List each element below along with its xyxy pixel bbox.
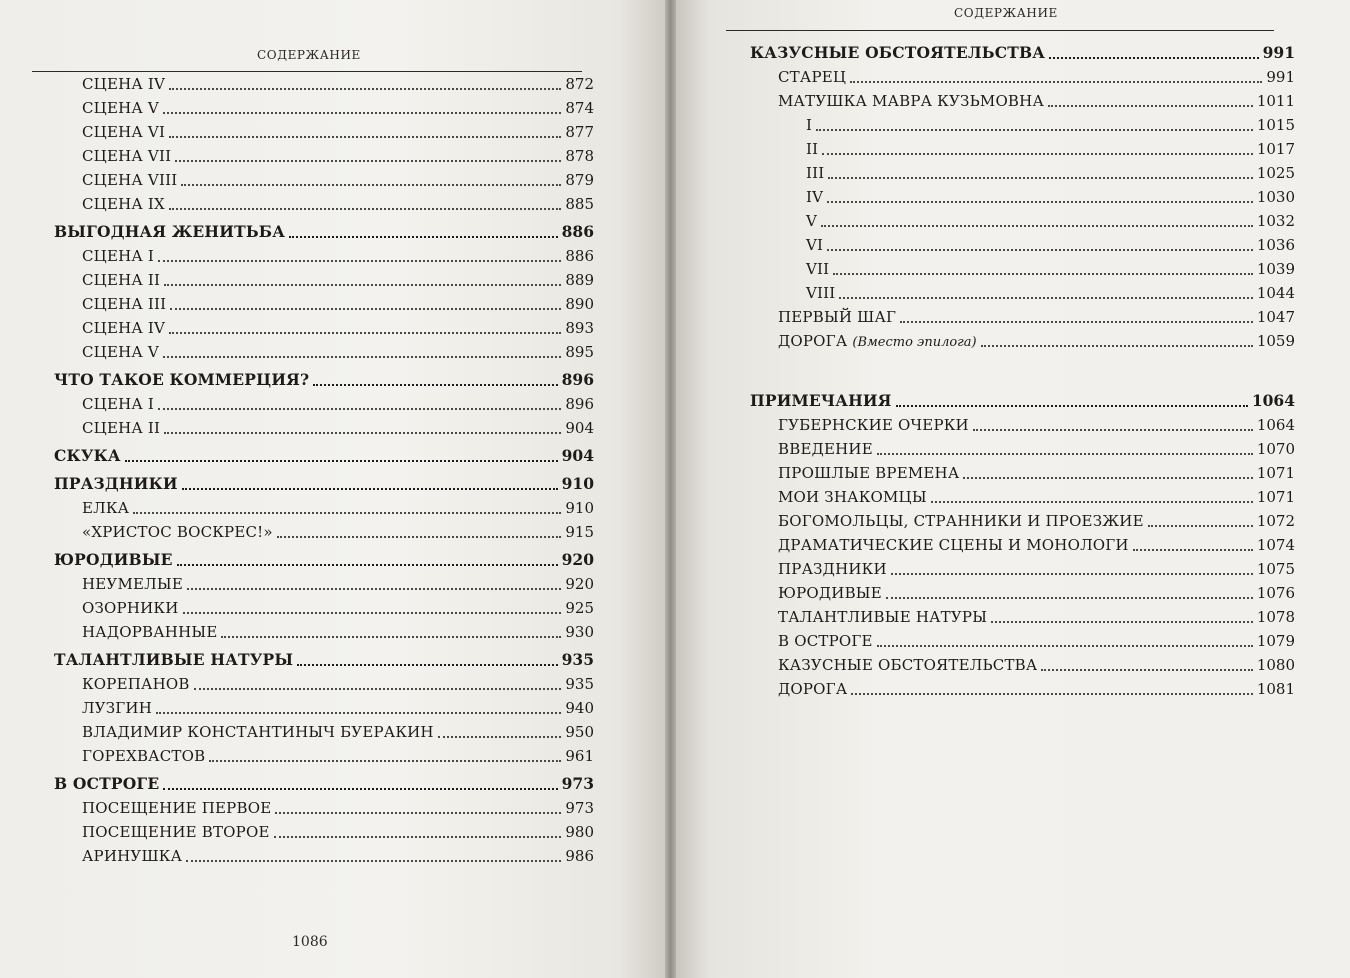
toc-entry xyxy=(750,233,1295,257)
toc-entry xyxy=(54,520,594,544)
toc-entry xyxy=(54,696,594,720)
toc-entry-page-number: 1074 xyxy=(1256,536,1295,554)
dot-leader xyxy=(164,283,561,286)
dot-leader xyxy=(187,587,561,590)
toc-entry-title: VI xyxy=(806,236,824,254)
toc-entry-page-number: 1017 xyxy=(1256,140,1295,158)
toc-entry xyxy=(54,744,594,768)
toc-entry xyxy=(54,620,594,644)
toc-entry-title: VIII xyxy=(806,284,836,302)
toc-entry-page-number: 1044 xyxy=(1256,284,1295,302)
toc-entry-title: НАДОРВАННЫЕ xyxy=(82,623,218,641)
toc-entry-title: ДОРОГА xyxy=(778,332,848,350)
toc-entry-page-number: 973 xyxy=(565,799,594,817)
dot-leader xyxy=(1049,56,1259,59)
book-gutter xyxy=(665,0,676,978)
toc-entry-title: В ОСТРОГЕ xyxy=(778,632,873,650)
toc-entry-page-number: 879 xyxy=(565,171,594,189)
dot-leader xyxy=(839,296,1252,299)
toc-entry-title: СЦЕНА VII xyxy=(82,147,172,165)
toc-entry-page-number: 893 xyxy=(565,319,594,337)
toc-section-entry xyxy=(54,648,594,672)
toc-entry-title: III xyxy=(806,164,825,182)
dot-leader xyxy=(891,572,1253,575)
toc-entry xyxy=(54,292,594,316)
toc-entry-page-number: 1071 xyxy=(1256,464,1295,482)
dot-leader xyxy=(209,759,561,762)
toc-entry-title: ТАЛАНТЛИВЫЕ НАТУРЫ xyxy=(778,608,988,626)
toc-entry-page-number: 973 xyxy=(561,774,594,793)
toc-entry-page-number: 986 xyxy=(565,847,594,865)
toc-entry-title: VII xyxy=(806,260,830,278)
toc-entry xyxy=(750,305,1295,329)
toc-entry xyxy=(54,496,594,520)
dot-leader xyxy=(886,596,1253,599)
toc-entry-page-number: 1080 xyxy=(1256,656,1295,674)
left-page xyxy=(0,0,665,978)
toc-entry-page-number: 895 xyxy=(565,343,594,361)
toc-section-entry xyxy=(54,548,594,572)
toc-entry-page-number: 1072 xyxy=(1256,512,1295,530)
toc-entry-title: СЦЕНА III xyxy=(82,295,167,313)
toc-section-entry xyxy=(54,472,594,496)
toc-entry-page-number: 950 xyxy=(565,723,594,741)
dot-leader xyxy=(163,787,557,790)
dot-leader xyxy=(289,235,558,238)
dot-leader xyxy=(181,183,561,186)
toc-entry-page-number: 930 xyxy=(565,623,594,641)
toc-entry-title: ПРАЗДНИКИ xyxy=(54,474,178,493)
dot-leader xyxy=(158,259,561,262)
toc-entry xyxy=(54,392,594,416)
dot-leader xyxy=(1041,668,1252,671)
toc-entry-title: СЦЕНА II xyxy=(82,271,161,289)
toc-entry-page-number: 910 xyxy=(565,499,594,517)
toc-entry-page-number: 885 xyxy=(565,195,594,213)
toc-entry xyxy=(54,316,594,340)
dot-leader xyxy=(833,272,1253,275)
toc-entry-page-number: 1081 xyxy=(1256,680,1295,698)
toc-entry-title: ГОРЕХВАСТОВ xyxy=(82,747,206,765)
dot-leader xyxy=(164,431,561,434)
toc-entry-title: «ХРИСТОС ВОСКРЕС!» xyxy=(82,523,273,541)
dot-leader xyxy=(169,87,561,90)
dot-leader xyxy=(186,859,561,862)
toc-entry-title: ДРАМАТИЧЕСКИЕ СЦЕНЫ И МОНОЛОГИ xyxy=(778,536,1129,554)
toc-section-entry xyxy=(54,444,594,468)
toc-entry-page-number: 878 xyxy=(565,147,594,165)
toc-entry-page-number: 915 xyxy=(565,523,594,541)
toc-entry-page-number: 925 xyxy=(565,599,594,617)
toc-entry-page-number: 980 xyxy=(565,823,594,841)
toc-entry-page-number: 1064 xyxy=(1251,391,1295,410)
toc-entry-title: ГУБЕРНСКИЕ ОЧЕРКИ xyxy=(778,416,969,434)
dot-leader xyxy=(275,811,561,814)
dot-leader xyxy=(827,200,1253,203)
toc-entry xyxy=(54,844,594,868)
toc-entry-page-number: 874 xyxy=(565,99,594,117)
toc-entry xyxy=(750,89,1295,113)
toc-entry-note: (Вместо эпилога) xyxy=(852,335,977,350)
toc-entry xyxy=(54,672,594,696)
toc-entry xyxy=(54,120,594,144)
toc-entry-page-number: 935 xyxy=(565,675,594,693)
toc-entry-title: II xyxy=(806,140,819,158)
toc-entry-page-number: 872 xyxy=(565,75,594,93)
dot-leader xyxy=(169,135,561,138)
dot-leader xyxy=(1048,104,1253,107)
toc-entry-title: СТАРЕЦ xyxy=(778,68,847,86)
toc-entry-page-number: 1039 xyxy=(1256,260,1295,278)
toc-entry-title: СЦЕНА V xyxy=(82,343,159,361)
dot-leader xyxy=(828,176,1252,179)
toc-section-entry xyxy=(54,368,594,392)
dot-leader xyxy=(158,407,561,410)
toc-entry-title: IV xyxy=(806,188,824,206)
toc-entry xyxy=(54,72,594,96)
toc-entry xyxy=(750,533,1295,557)
toc-entry-title: СКУКА xyxy=(54,446,121,465)
toc-entry-page-number: 1076 xyxy=(1256,584,1295,602)
dot-leader xyxy=(297,663,557,666)
toc-entry xyxy=(54,96,594,120)
toc-entry-title: ПРОШЛЫЕ ВРЕМЕНА xyxy=(778,464,960,482)
dot-leader xyxy=(1148,524,1253,527)
dot-leader xyxy=(438,735,562,738)
dot-leader xyxy=(221,635,561,638)
toc-section-entry xyxy=(750,389,1295,413)
toc-entry-title: СЦЕНА II xyxy=(82,419,161,437)
toc-entry-title: КОРЕПАНОВ xyxy=(82,675,190,693)
toc-entry-title: СЦЕНА VIII xyxy=(82,171,178,189)
toc-section-entry xyxy=(54,220,594,244)
dot-leader xyxy=(822,152,1253,155)
toc-entry-page-number: 920 xyxy=(561,550,594,569)
toc-entry xyxy=(750,677,1295,701)
toc-entry-page-number: 886 xyxy=(561,222,594,241)
toc-entry-title: ВВЕДЕНИЕ xyxy=(778,440,873,458)
dot-leader xyxy=(183,611,562,614)
toc-entry-page-number: 1030 xyxy=(1256,188,1295,206)
dot-leader xyxy=(850,80,1262,83)
dot-leader xyxy=(981,344,1253,347)
running-head: СОДЕРЖАНИЕ xyxy=(954,6,1058,20)
toc-entry xyxy=(750,161,1295,185)
toc-entry-title: I xyxy=(806,116,813,134)
toc-entry xyxy=(54,820,594,844)
toc-section-entry xyxy=(750,41,1295,65)
toc-entry xyxy=(750,557,1295,581)
toc-entry-title: СЦЕНА VI xyxy=(82,123,166,141)
dot-leader xyxy=(991,620,1253,623)
toc-entry xyxy=(750,329,1295,353)
toc-entry xyxy=(750,185,1295,209)
toc-entry-page-number: 904 xyxy=(561,446,594,465)
toc-entry-title: СЦЕНА IV xyxy=(82,319,166,337)
toc-entry xyxy=(750,461,1295,485)
toc-entry-title: ЛУЗГИН xyxy=(82,699,152,717)
toc-entry-page-number: 920 xyxy=(565,575,594,593)
toc-entry-page-number: 961 xyxy=(565,747,594,765)
dot-leader xyxy=(877,452,1253,455)
toc-entry xyxy=(54,192,594,216)
toc-entry-title: V xyxy=(806,212,818,230)
dot-leader xyxy=(816,128,1253,131)
toc-entry-title: ЕЛКА xyxy=(82,499,130,517)
toc-entry xyxy=(750,113,1295,137)
toc-entry xyxy=(750,257,1295,281)
toc-entry xyxy=(750,437,1295,461)
toc-entry-title: СЦЕНА V xyxy=(82,99,159,117)
toc-entry-title: СЦЕНА IX xyxy=(82,195,165,213)
toc-entry-title: ПЕРВЫЙ ШАГ xyxy=(778,308,897,326)
toc-entry-title: ОЗОРНИКИ xyxy=(82,599,179,617)
toc-entry-title: АРИНУШКА xyxy=(82,847,183,865)
toc-entry-title: ЮРОДИВЫЕ xyxy=(778,584,882,602)
toc-list xyxy=(54,72,594,868)
toc-entry-page-number: 890 xyxy=(565,295,594,313)
page-number: 1086 xyxy=(292,934,328,950)
toc-entry-page-number: 1075 xyxy=(1256,560,1295,578)
toc-entry-title: ВЛАДИМИР КОНСТАНТИНЫЧ БУЕРАКИН xyxy=(82,723,434,741)
toc-entry-title: СЦЕНА IV xyxy=(82,75,166,93)
toc-entry-title: ПОСЕЩЕНИЕ ПЕРВОЕ xyxy=(82,799,272,817)
toc-entry-title: БОГОМОЛЬЦЫ, СТРАННИКИ И ПРОЕЗЖИЕ xyxy=(778,512,1144,530)
toc-entry-page-number: 1011 xyxy=(1256,92,1295,110)
toc-entry-title: ЮРОДИВЫЕ xyxy=(54,550,173,569)
toc-entry-page-number: 1047 xyxy=(1256,308,1295,326)
toc-entry xyxy=(54,144,594,168)
dot-leader xyxy=(156,711,561,714)
dot-leader xyxy=(900,320,1253,323)
toc-entry-page-number: 991 xyxy=(1262,43,1295,62)
toc-entry-title: КАЗУСНЫЕ ОБСТОЯТЕЛЬСТВА xyxy=(750,43,1046,62)
toc-entry-page-number: 935 xyxy=(561,650,594,669)
toc-entry xyxy=(54,596,594,620)
toc-entry xyxy=(750,581,1295,605)
running-head: СОДЕРЖАНИЕ xyxy=(257,48,361,62)
dot-leader xyxy=(163,355,561,358)
toc-entry-page-number: 1078 xyxy=(1256,608,1295,626)
toc-entry xyxy=(54,796,594,820)
dot-leader xyxy=(973,428,1253,431)
toc-entry xyxy=(54,268,594,292)
toc-entry xyxy=(54,244,594,268)
toc-entry xyxy=(54,416,594,440)
toc-entry-title: СЦЕНА I xyxy=(82,395,155,413)
dot-leader xyxy=(821,224,1253,227)
toc-entry-page-number: 896 xyxy=(561,370,594,389)
dot-leader xyxy=(175,159,561,162)
toc-entry-page-number: 1032 xyxy=(1256,212,1295,230)
dot-leader xyxy=(163,111,561,114)
toc-entry-page-number: 1036 xyxy=(1256,236,1295,254)
toc-entry-title: В ОСТРОГЕ xyxy=(54,774,160,793)
dot-leader xyxy=(896,404,1248,407)
toc-entry-page-number: 1064 xyxy=(1256,416,1295,434)
toc-entry-page-number: 889 xyxy=(565,271,594,289)
toc-entry xyxy=(750,281,1295,305)
toc-entry-page-number: 896 xyxy=(565,395,594,413)
toc-entry xyxy=(750,509,1295,533)
toc-entry-title: ПРИМЕЧАНИЯ xyxy=(750,391,892,410)
toc-entry-title: ПРАЗДНИКИ xyxy=(778,560,887,578)
right-page xyxy=(676,0,1350,978)
dot-leader xyxy=(313,383,557,386)
toc-entry-page-number: 1071 xyxy=(1256,488,1295,506)
toc-entry xyxy=(750,209,1295,233)
dot-leader xyxy=(274,835,562,838)
toc-entry xyxy=(750,413,1295,437)
toc-entry xyxy=(750,653,1295,677)
toc-entry-title: МАТУШКА МАВРА КУЗЬМОВНА xyxy=(778,92,1045,110)
toc-entry xyxy=(54,168,594,192)
toc-entry-title: ЧТО ТАКОЕ КОММЕРЦИЯ? xyxy=(54,370,310,389)
dot-leader xyxy=(963,476,1252,479)
toc-entry xyxy=(54,340,594,364)
toc-entry-page-number: 1079 xyxy=(1256,632,1295,650)
toc-entry-page-number: 1059 xyxy=(1256,332,1295,350)
toc-list xyxy=(750,37,1295,701)
toc-entry-page-number: 1025 xyxy=(1256,164,1295,182)
dot-leader xyxy=(194,687,562,690)
dot-leader xyxy=(277,535,562,538)
toc-entry-page-number: 877 xyxy=(565,123,594,141)
toc-entry-page-number: 991 xyxy=(1266,68,1295,86)
toc-entry-title: ТАЛАНТЛИВЫЕ НАТУРЫ xyxy=(54,650,294,669)
dot-leader xyxy=(125,459,558,462)
toc-entry-title: ПОСЕЩЕНИЕ ВТОРОЕ xyxy=(82,823,270,841)
toc-entry xyxy=(750,137,1295,161)
dot-leader xyxy=(169,331,561,334)
dot-leader xyxy=(169,207,561,210)
dot-leader xyxy=(133,511,561,514)
toc-entry xyxy=(54,720,594,744)
toc-section-entry xyxy=(54,772,594,796)
toc-entry-page-number: 886 xyxy=(565,247,594,265)
toc-entry-title: КАЗУСНЫЕ ОБСТОЯТЕЛЬСТВА xyxy=(778,656,1038,674)
dot-leader xyxy=(851,692,1252,695)
dot-leader xyxy=(1133,548,1253,551)
toc-entry-page-number: 910 xyxy=(561,474,594,493)
dot-leader xyxy=(931,500,1253,503)
toc-entry-title: МОИ ЗНАКОМЦЫ xyxy=(778,488,927,506)
toc-entry-title: ВЫГОДНАЯ ЖЕНИТЬБА xyxy=(54,222,286,241)
toc-entry-page-number: 904 xyxy=(565,419,594,437)
toc-entry xyxy=(750,605,1295,629)
header-rule xyxy=(726,30,1274,31)
toc-entry-title: ДОРОГА xyxy=(778,680,848,698)
toc-entry xyxy=(54,572,594,596)
dot-leader xyxy=(182,487,558,490)
dot-leader xyxy=(877,644,1253,647)
toc-entry xyxy=(750,65,1295,89)
toc-entry-title: НЕУМЕЛЫЕ xyxy=(82,575,184,593)
toc-entry xyxy=(750,629,1295,653)
toc-entry-page-number: 940 xyxy=(565,699,594,717)
toc-entry-title: СЦЕНА I xyxy=(82,247,155,265)
toc-entry xyxy=(750,485,1295,509)
dot-leader xyxy=(177,563,558,566)
dot-leader xyxy=(827,248,1253,251)
toc-entry-page-number: 1015 xyxy=(1256,116,1295,134)
toc-entry-page-number: 1070 xyxy=(1256,440,1295,458)
dot-leader xyxy=(170,307,561,310)
